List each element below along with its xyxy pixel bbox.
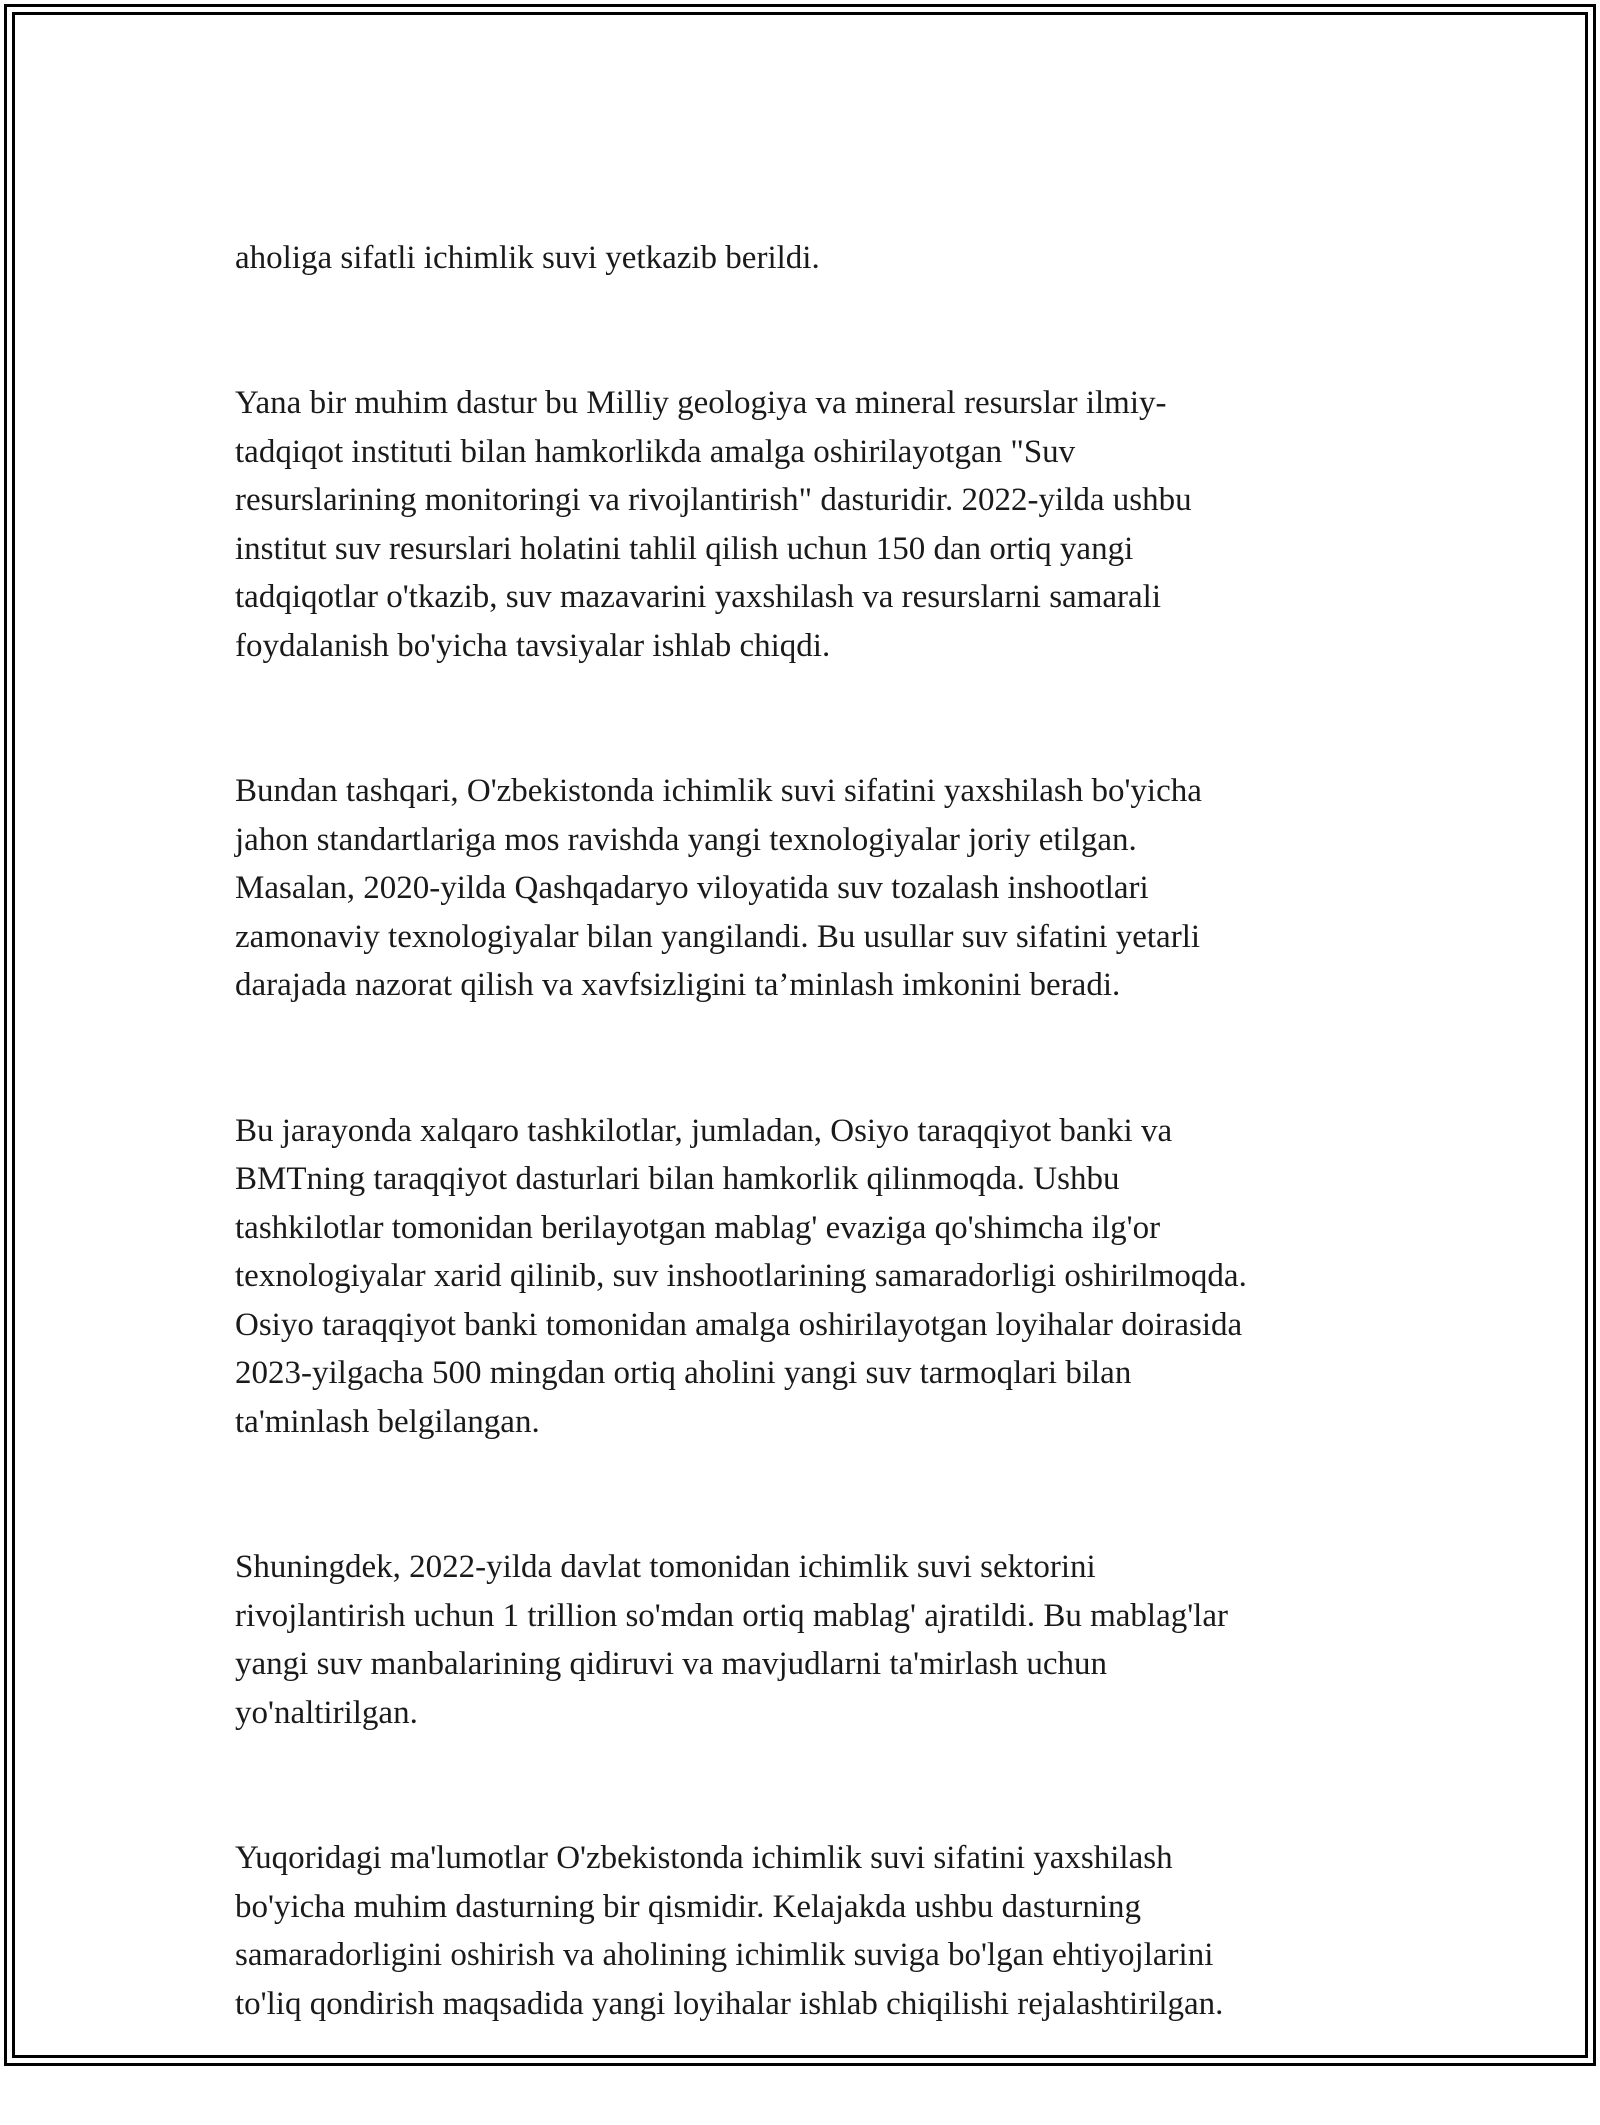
paragraph-4: Bu jarayonda xalqaro tashkilotlar, jumladan, Osiyo taraqqiyot banki va BMTning taraqqiyot dasturlari bilan hamkorlik qilinmoqda. Ushbu tashkilotlar tomonidan berilayotgan mablag' evaziga qo'shimcha ilg'or texnologiyalar xarid qilinib, suv inshootlarining samaradorligi oshirilmoqda. Osiyo taraqqiyot banki tomonidan amalga oshirilayotgan loyihalar doirasida 2023-yilgacha 500 mingdan ortiq aholini yangi suv tarmoqlari bilan ta'minlash belgilangan. [235,1112,1247,1440]
paragraph-5: Shuningdek, 2022-yilda davlat tomonidan ichimlik suvi sektorini rivojlantirish uchun 1 trillion so'mdan ortiq mablag' ajratildi. Bu mablag'lar yangi suv manbalarining qidiruvi va mavjudlarni ta'mirlash uchun yo'naltirilgan. [235,1549,1228,1731]
paragraph-1: aholiga sifatli ichimlik suvi yetkazib berildi. [235,239,820,276]
paragraph-3: Bundan tashqari, O'zbekistonda ichimlik suvi sifatini yaxshilash bo'yicha jahon standartlariga mos ravishda yangi texnologiyalar joriy etilgan. Masalan, 2020-yilda Qashqadaryo viloyatida suv tozalash inshootlari zamonaviy texnologiyalar bilan yangilandi. Bu usullar suv sifatini yetarli darajada nazorat qilish va xavfsizligini ta’minlash imkonini beradi. [235,773,1202,1003]
document-body [235,185,1395,2125]
paragraph-6: Yuqoridagi ma'lumotlar O'zbekistonda ichimlik suvi sifatini yaxshilash bo'yicha muhim dasturning bir qismidir. Kelajakda ushbu dasturning samaradorligini oshirish va aholining ichimlik suviga bo'lgan ehtiyojlarini to'liq qondirish maqsadida yangi loyihalar ishlab chiqilishi rejalashtirilgan. [235,1840,1224,2022]
paragraph-2: Yana bir muhim dastur bu Milliy geologiya va mineral resurslar ilmiy- tadqiqot instituti bilan hamkorlikda amalga oshirilayotgan "Suv resurslarining monitoringi va rivojlantirish" dasturidir. 2022-yilda ushbu institut suv resurslari holatini tahlil qilish uchun 150 dan ortiq yangi tadqiqotlar o'tkazib, suv mazavarini yaxshilash va resurslarni samarali foydalanish bo'yicha tavsiyalar ishlab chiqdi. [235,385,1192,664]
